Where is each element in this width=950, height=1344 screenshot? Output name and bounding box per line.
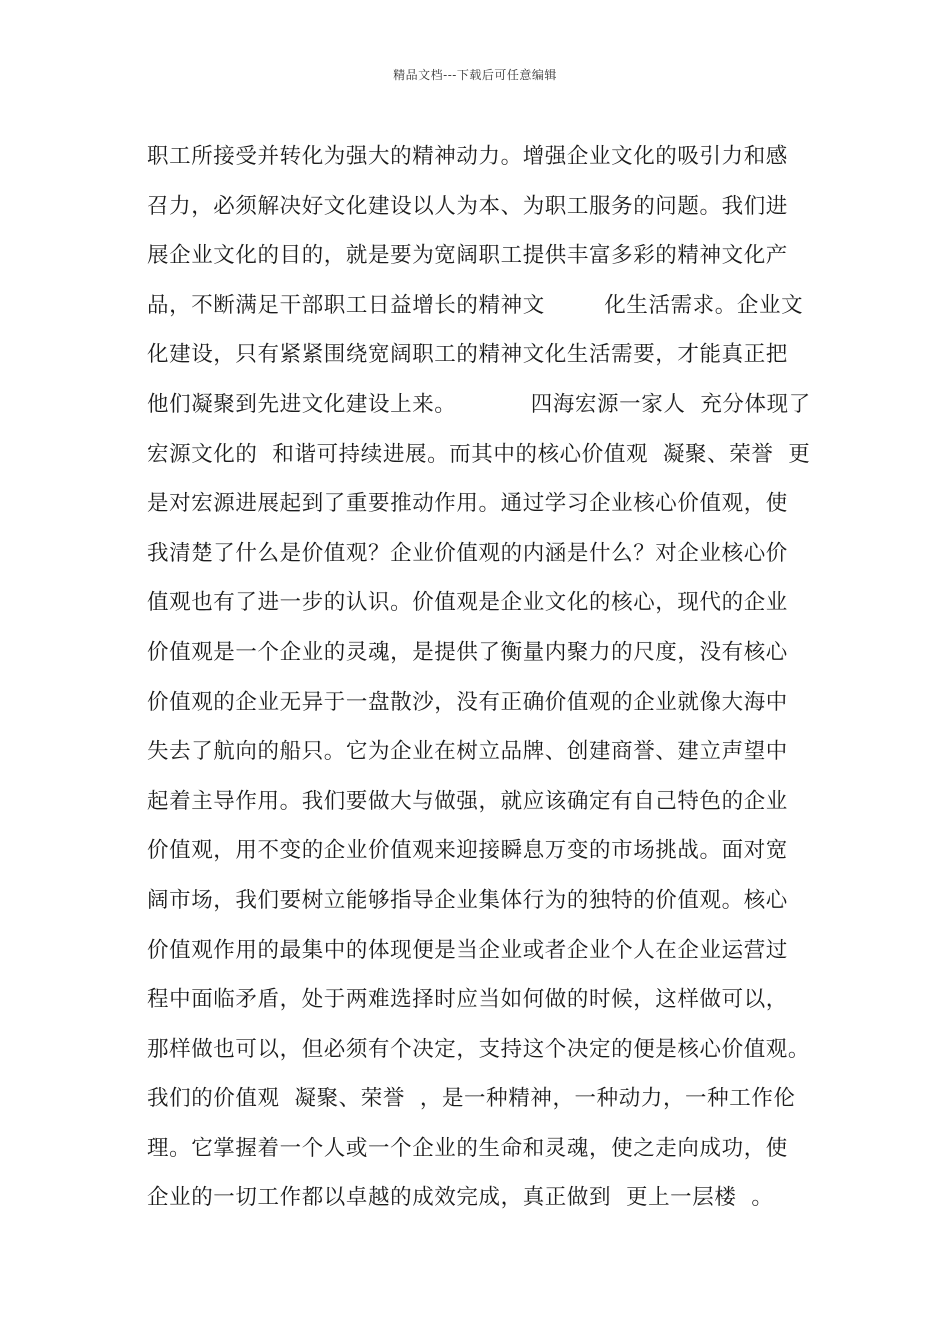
- text-line: 品，不断满足干部职工日益增长的精神文 化生活需求。企业文: [147, 292, 804, 318]
- text-line: 那样做也可以，但必须有个决定，支持这个决定的便是核心价值观。: [147, 1036, 811, 1062]
- page-header: 精品文档---下载后可任意编辑: [393, 68, 557, 82]
- text-line: 价值观的企业无异于一盘散沙，没有正确价值观的企业就像大海中: [147, 689, 788, 715]
- text-line: 召力，必须解决好文化建设以人为本、为职工服务的问题。我们进: [147, 193, 788, 219]
- text-line: 是对宏源进展起到了重要推动作用。通过学习企业核心价值观，使: [147, 491, 788, 517]
- text-line: 起着主导作用。我们要做大与做强，就应该确定有自己特色的企业: [147, 788, 788, 814]
- text-line: 我清楚了什么是价值观？企业价值观的内涵是什么？对企业核心价: [147, 540, 788, 566]
- text-line: 理。它掌握着一个人或一个企业的生命和灵魂，使之走向成功，使: [147, 1135, 788, 1161]
- text-line: 他们凝聚到先进文化建设上来。 四海宏源一家人 充分体现了: [147, 391, 811, 417]
- body-text: [147, 132, 827, 1223]
- text-line: 价值观是一个企业的灵魂，是提供了衡量内聚力的尺度，没有核心: [147, 639, 788, 665]
- text-line: 阔市场，我们要树立能够指导企业集体行为的独特的价值观。核心: [147, 887, 788, 913]
- text-line: 失去了航向的船只。它为企业在树立品牌、创建商誉、建立声望中: [147, 739, 788, 765]
- text-line: 值观也有了进一步的认识。价值观是企业文化的核心，现代的企业: [147, 590, 788, 616]
- text-line: 宏源文化的 和谐可持续进展。而其中的核心价值观 凝聚、荣誉 更: [147, 441, 811, 467]
- text-line: 企业的一切工作都以卓越的成效完成，真正做到 更上一层楼 。: [147, 1185, 774, 1211]
- text-line: 化建设，只有紧紧围绕宽阔职工的精神文化生活需要，才能真正把: [147, 342, 788, 368]
- text-line: 价值观作用的最集中的体现便是当企业或者企业个人在企业运营过: [147, 937, 788, 963]
- text-line: 价值观，用不变的企业价值观来迎接瞬息万变的市场挑战。面对宽: [147, 838, 788, 864]
- text-line: 程中面临矛盾，处于两难选择时应当如何做的时候，这样做可以，: [147, 987, 788, 1013]
- text-line: 我们的价值观 凝聚、荣誉 ，是一种精神，一种动力，一种工作伦: [147, 1086, 796, 1112]
- text-line: 职工所接受并转化为强大的精神动力。增强企业文化的吸引力和感: [147, 144, 788, 169]
- text-line: 展企业文化的目的，就是要为宽阔职工提供丰富多彩的精神文化产: [147, 243, 788, 269]
